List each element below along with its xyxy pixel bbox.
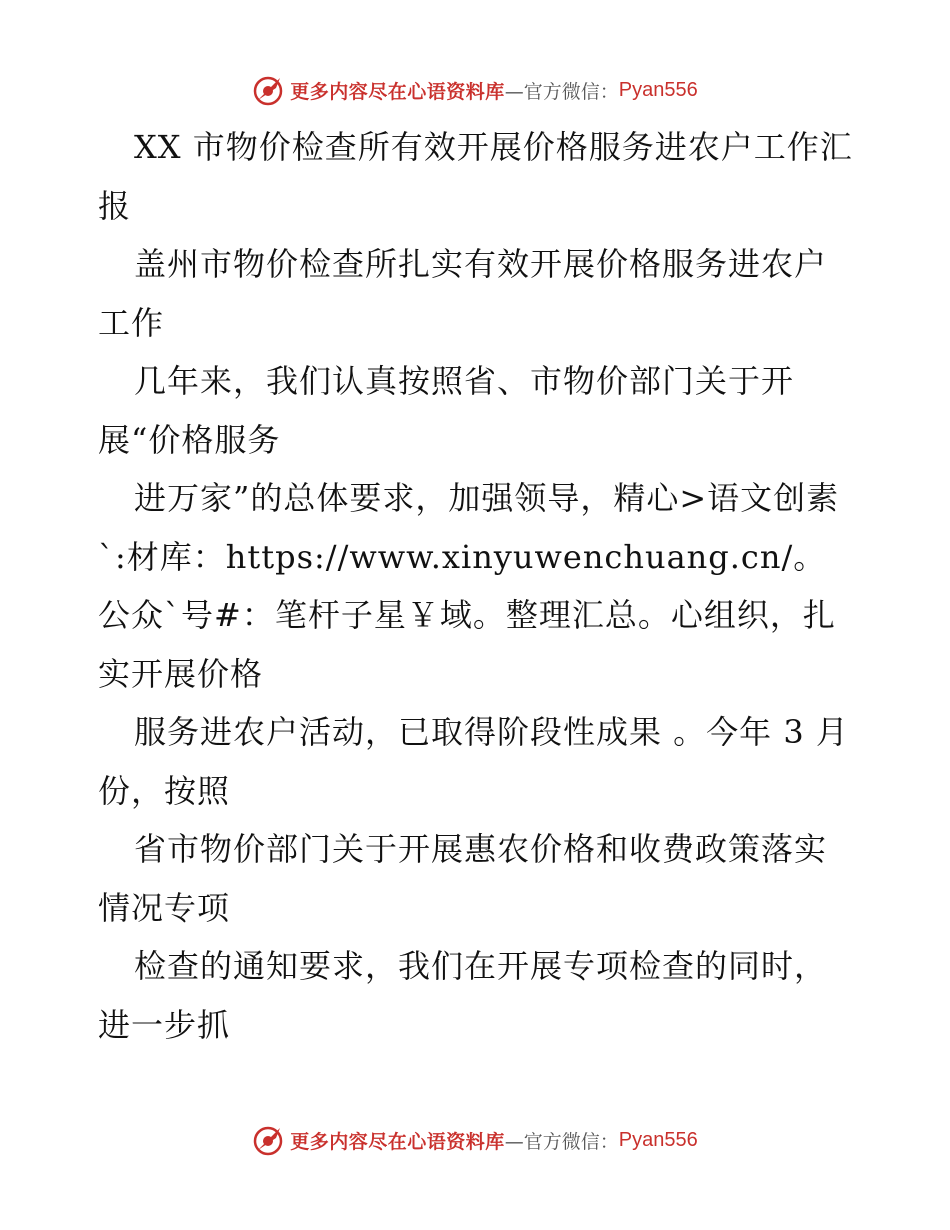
watermark-wechat-id: Pyan556 [618, 1128, 698, 1151]
paragraph: 进万家”的总体要求，加强领导，精心>语文创素`:材库：https://www.xinyuwenchuang.cn/。公众`号#：笔杆子星￥域。整理汇总。心组织，扎实开展价格 [98, 479, 840, 693]
paragraph: 盖州市物价检查所扎实有效开展价格服务进农户工作 [98, 245, 828, 342]
paragraph-title: XX 市物价检查所有效开展价格服务进农户工作汇报 [98, 128, 853, 225]
paragraph: 检查的通知要求，我们在开展专项检查的同时，进一步抓 [98, 947, 828, 1044]
paragraph: 省市物价部门关于开展惠农价格和收费政策落实情况专项 [98, 830, 828, 927]
quill-logo-icon [252, 1124, 284, 1156]
footer-watermark [0, 1120, 950, 1160]
watermark-wechat-id: Pyan556 [618, 78, 698, 101]
watermark-wechat-label: —官方微信： [504, 1130, 619, 1153]
quill-logo-icon [252, 74, 284, 106]
document-body [98, 118, 858, 1054]
paragraph: 服务进农户活动，已取得阶段性成果 。今年 3 月份，按照 [98, 713, 849, 810]
watermark-wechat-label: —官方微信： [504, 80, 619, 103]
paragraph: 几年来，我们认真按照省、市物价部门关于开展“价格服务 [98, 362, 795, 459]
watermark-title: 更多内容尽在心语资料库 [290, 1130, 505, 1153]
watermark-title: 更多内容尽在心语资料库 [290, 80, 505, 103]
header-watermark [0, 70, 950, 110]
